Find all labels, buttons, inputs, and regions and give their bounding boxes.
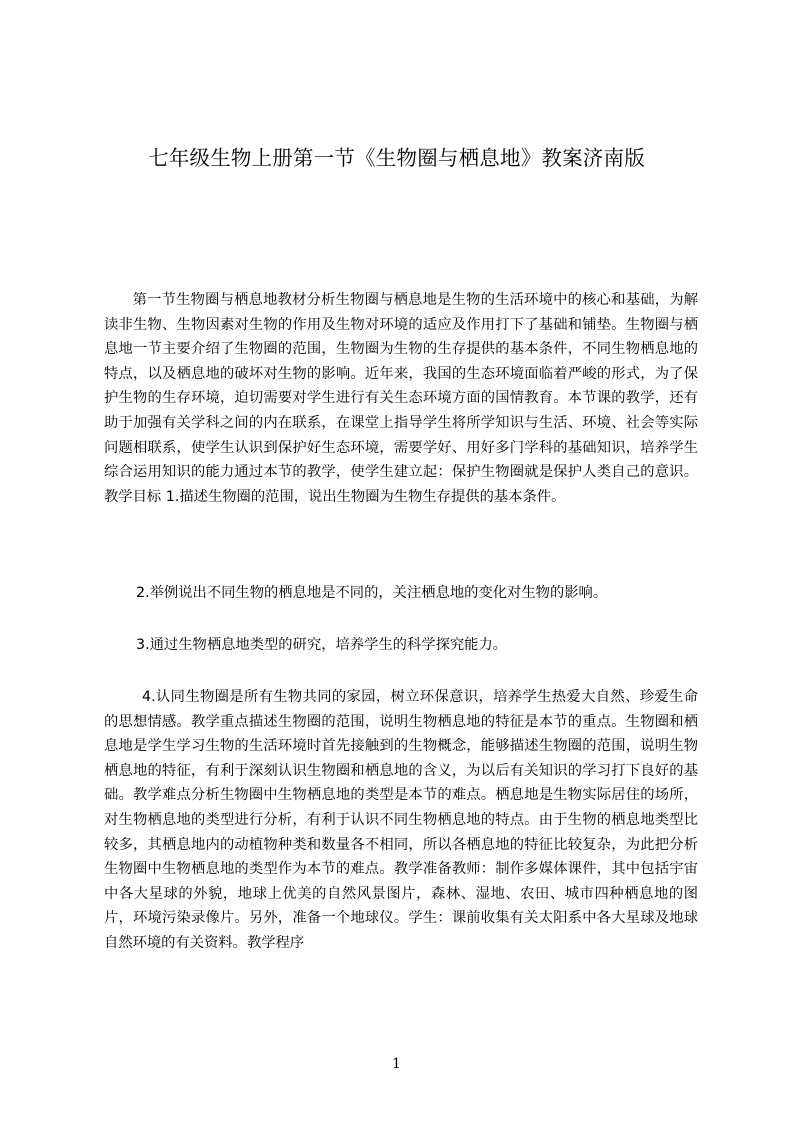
paragraph-objective-4: 4.认同生物圈是所有生物共同的家园，树立环保意识，培养学生热爱大自然、珍爱生命的思想情感。教学重点描述生物圈的范围，说明生物栖息地的特征是本节的重点。生物圈和栖息地是学生学习生物的生活环境时首先接触到的生物概念，能够描述生物圈的范围，说明生物栖息地的特征，有利于深刻认识生物圈和栖息地的含义，为以后有关知识的学习打下良好的基础。教学难点分析生物圈中生物栖息地的类型是本节的难点。栖息地是生物实际居住的场所，对生物栖息地的类型进行分析，有利于认识不同生物栖息地的特点。由于生物的栖息地类型比较多，其栖息地内的动植物种类和数量各不相同，所以各栖息地的特征比较复杂，为此把分析生物圈中生物栖息地的类型作为本节的难点。教学准备教师：制作多媒体课件，其中包括宇宙中各大星球的外貌，地球上优美的自然风景图片，森林、湿地、农田、城市四种栖息地的图片，环境污染录像片。另外，准备一个地球仪。学生：课前收集有关太阳系中各大星球及地球自然环境的有关资料。教学程序: [104, 689, 698, 951]
paragraph-intro: 第一节生物圈与栖息地教材分析生物圈与栖息地是生物的生活环境中的核心和基础，为解读非生物、生物因素对生物的作用及生物对环境的适应及作用打下了基础和铺垫。生物圈与栖息地一节主要介绍了生物圈的范围，生物圈为生物的生存提供的基本条件，不同生物栖息地的特点，以及栖息地的破坏对生物的影响。近年来，我国的生态环境面临着严峻的形式，为了保护生物的生存环境，迫切需要对学生进行有关生态环境方面的国情教育。本节课的教学，还有助于加强有关学科之间的内在联系，在课堂上指导学生将所学知识与生活、环境、社会等实际问题相联系，使学生认识到保护好生态环境，需要学好、用好多门学科的基础知识，培养学生综合运用知识的能力通过本节的教学，使学生建立起：保护生物圈就是保护人类自己的意识。教学目标 1.描述生物圈的范围，说出生物圈为生物生存提供的基本条件。: [104, 292, 698, 505]
paragraph-objective-2: 2.举例说出不同生物的栖息地是不同的，关注栖息地的变化对生物的影响。: [136, 585, 608, 601]
document-title: 七年级生物上册第一节《生物圈与栖息地》教案济南版: [148, 146, 645, 170]
page-number: 1: [392, 1056, 401, 1072]
paragraph-objective-3: 3.通过生物栖息地类型的研究，培养学生的科学探究能力。: [136, 637, 508, 653]
